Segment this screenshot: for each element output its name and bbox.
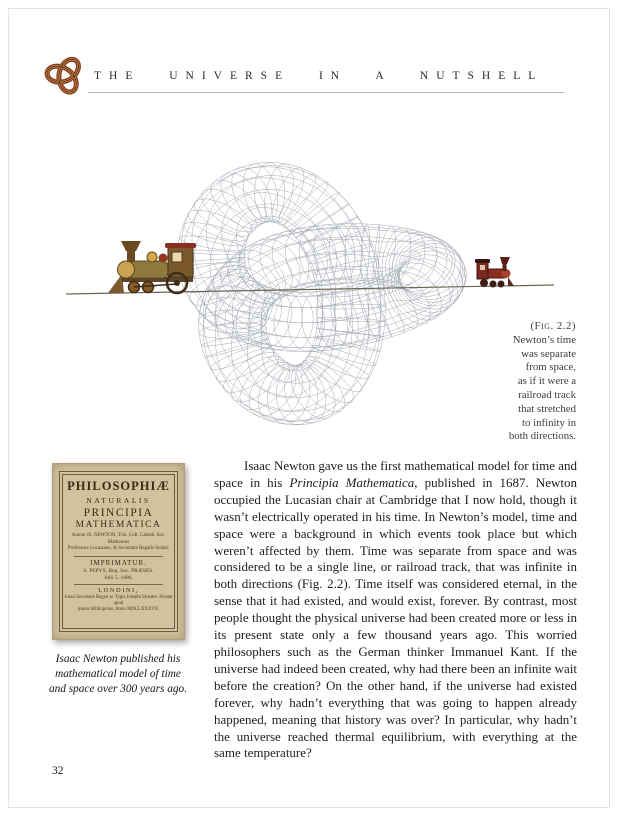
cover-caption-line: and space over 300 years ago.: [48, 683, 188, 695]
locomotive-left: [108, 241, 196, 293]
cover-rule: [74, 584, 163, 585]
cover-caption-line: Isaac Newton published his: [55, 653, 181, 665]
cover-photo-caption: [34, 652, 202, 697]
figure-caption-line: as if it were a: [517, 375, 576, 388]
cover-date-line: Julii 5. 1686.: [104, 574, 133, 581]
body-text-italic-title: Principia Mathematica: [289, 474, 415, 490]
cover-imprimatur: IMPRIMATUR.: [90, 558, 147, 567]
running-head-title: THE UNIVERSE IN A NUTSHELL: [94, 70, 544, 82]
cover-colophon: Jussu Societatis Regiæ ac Typis Josephi Streater. Prostat apud plures Bibliopolas. Anno MDCLXXXVII.: [64, 594, 173, 612]
figure-caption-line: railroad track: [518, 388, 576, 401]
figure-caption-line: from space,: [525, 361, 576, 374]
page-number: 32: [52, 765, 64, 777]
body-text-part2: , published in 1687. Newton occupied the Lucasian chair at Cambridge that I now hold, though it wasn’t electrically operated in his time. In Newton’s model, time and space were a background in which events took place but which weren’t affected by them. Time was separate from space and was considered to be a single line, or railroad track, that was infinite in both directions (Fig. 2.2). Time itself was considered eternal, in the sense that it had existed, and would exist, forever. By contrast, most people thought the physical universe had been created more or less in its present state only a few thousand years ago. This worried philosophers such as the German thinker Immanuel Kant. If the universe had indeed been created, why had there been an infinite wait before the creation? On the other hand, if the universe had existed forever, why hadn’t everything that was going to happen already happened, meaning that history was over? In particular, why hadn’t the universe reached thermal equilibrium, with everything at the same temperature?: [214, 474, 578, 761]
figure-caption-line: that stretched: [518, 402, 576, 415]
cover-title-line: MATHEMATICA: [75, 520, 162, 530]
figure-caption-line: to infinity in: [522, 416, 576, 429]
chapter-knot-ornament-icon: [44, 50, 86, 100]
cover-title-line: NATURALIS: [86, 496, 151, 505]
cover-caption-line: mathematical model of time: [55, 668, 181, 680]
figure-caption-line: both directions.: [508, 430, 576, 443]
cover-pepys-line: S. PEPYS, Reg. Soc. PRÆSES.: [83, 567, 154, 574]
figure-caption-label: (Fig. 2.2): [530, 320, 576, 332]
figure-caption-line: was separate: [521, 347, 576, 360]
cover-byline: Autore JS. NEWTON, Trin. Coll. Cantab. Soc. Matheseos Professore Lucasiano, & Societatis Regalis Sodali.: [67, 533, 170, 551]
cover-title-line: PHILOSOPHIÆ: [67, 479, 170, 493]
cover-title-line: PRINCIPIA: [83, 507, 154, 519]
figure-caption: [446, 320, 576, 444]
principia-title-page-image: [52, 463, 185, 640]
figure-caption-line: Newton’s time: [512, 333, 576, 346]
locomotive-right: [475, 257, 514, 288]
principia-title-page-text: [59, 471, 178, 632]
header-rule: [88, 92, 564, 93]
body-paragraph: [214, 458, 577, 762]
body-text-part1: Isaac Newton gave us the first mathematical model for time and space in his: [214, 458, 577, 490]
cover-city-line: LONDINI,: [98, 586, 139, 594]
cover-rule: [74, 556, 163, 557]
